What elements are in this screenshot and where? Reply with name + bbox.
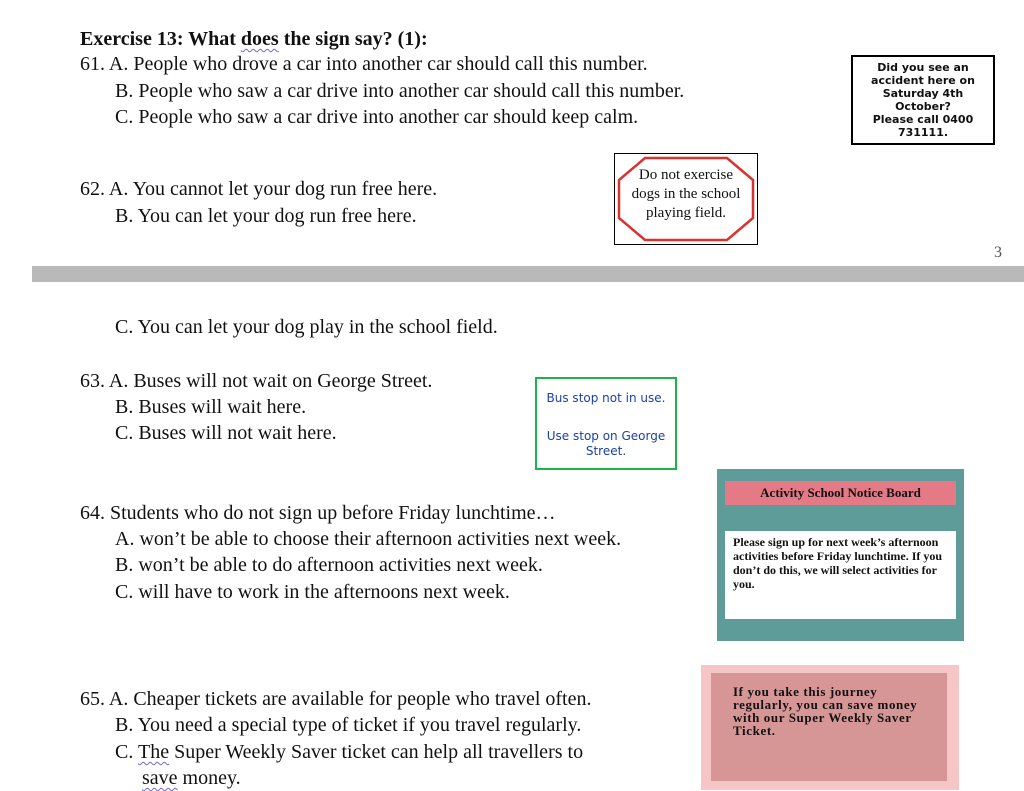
sign-64-header: Activity School Notice Board — [725, 481, 956, 505]
q64-option-a: A. won’t be able to choose their afternoon activities next week. — [115, 528, 622, 550]
sign-63-line: Bus stop not in use. — [546, 391, 666, 405]
sign-62-line: playing field. — [646, 205, 726, 221]
sign-64-body: Please sign up for next week’s afternoon activities before Friday lunchtime. If you don’t do this, we will select activities for you. — [725, 531, 956, 619]
sign-61-line: Please call 0400 — [872, 113, 974, 126]
page-divider — [32, 266, 1024, 282]
sign-62-dog-notice — [614, 153, 758, 245]
sign-63-line: Street. — [585, 444, 627, 458]
q65-c-prefix: C. — [115, 741, 138, 763]
q64-stem: 64. Students who do not sign up before Friday lunchtime… — [80, 502, 556, 524]
q62-option-c: C. You can let your dog play in the school field. — [115, 316, 498, 338]
q63-option-c: C. Buses will not wait here. — [115, 422, 337, 444]
sign-63-bus-stop — [535, 377, 677, 470]
q65-option-c — [115, 739, 583, 765]
exercise-title — [80, 26, 428, 52]
sign-65-ticket-ad — [701, 665, 959, 790]
q64-option-b: B. won’t be able to do afternoon activities next week. — [115, 554, 543, 576]
q63-option-b: B. Buses will wait here. — [115, 396, 307, 418]
title-part: the sign say? (1): — [278, 28, 428, 50]
q65-option-b: B. You need a special type of ticket if you travel regularly. — [115, 714, 582, 736]
q62-option-a: 62. A. You cannot let your dog run free here. — [80, 178, 438, 200]
q61-option-c: C. People who saw a car drive into another car should keep calm. — [115, 106, 639, 128]
sign-61-line: accident here on — [871, 74, 975, 87]
q65-c-money: money. — [177, 767, 241, 789]
page-number: 3 — [994, 244, 1002, 261]
title-part: Exercise 13: What — [80, 28, 241, 50]
q65-c-the: The — [137, 741, 170, 763]
sign-63-line: Use stop on George — [546, 429, 666, 443]
sign-63-line-group — [537, 429, 675, 459]
q61-option-b: B. People who saw a car drive into another car should call this number. — [115, 80, 685, 102]
q64-option-c: C. will have to work in the afternoons next week. — [115, 581, 510, 603]
q62-option-b: B. You can let your dog run free here. — [115, 205, 417, 227]
sign-61-line: 731111. — [897, 126, 949, 139]
sign-61-line: Did you see an — [877, 61, 969, 74]
sign-61-line: October? — [895, 100, 951, 113]
q65-option-c-continued — [142, 765, 241, 791]
q65-option-a: 65. A. Cheaper tickets are available for people who travel often. — [80, 688, 592, 710]
sign-62-line: Do not exercise — [638, 167, 734, 183]
q63-option-a: 63. A. Buses will not wait on George Street. — [80, 370, 433, 392]
sign-62-line: dogs in the school — [631, 186, 741, 202]
q65-c-rest: Super Weekly Saver ticket can help all travellers to — [169, 741, 584, 763]
sign-61-accident-notice — [851, 55, 995, 145]
sign-64-notice-board — [717, 469, 964, 641]
q65-c-save: save — [142, 767, 178, 789]
sign-65-text: If you take this journey regularly, you can save money with our Super Weekly Saver Ticket. — [711, 673, 947, 781]
q61-option-a: 61. A. People who drove a car into another car should call this number. — [80, 53, 648, 75]
sign-61-line: Saturday 4th — [882, 87, 964, 100]
title-does: does — [240, 28, 279, 50]
